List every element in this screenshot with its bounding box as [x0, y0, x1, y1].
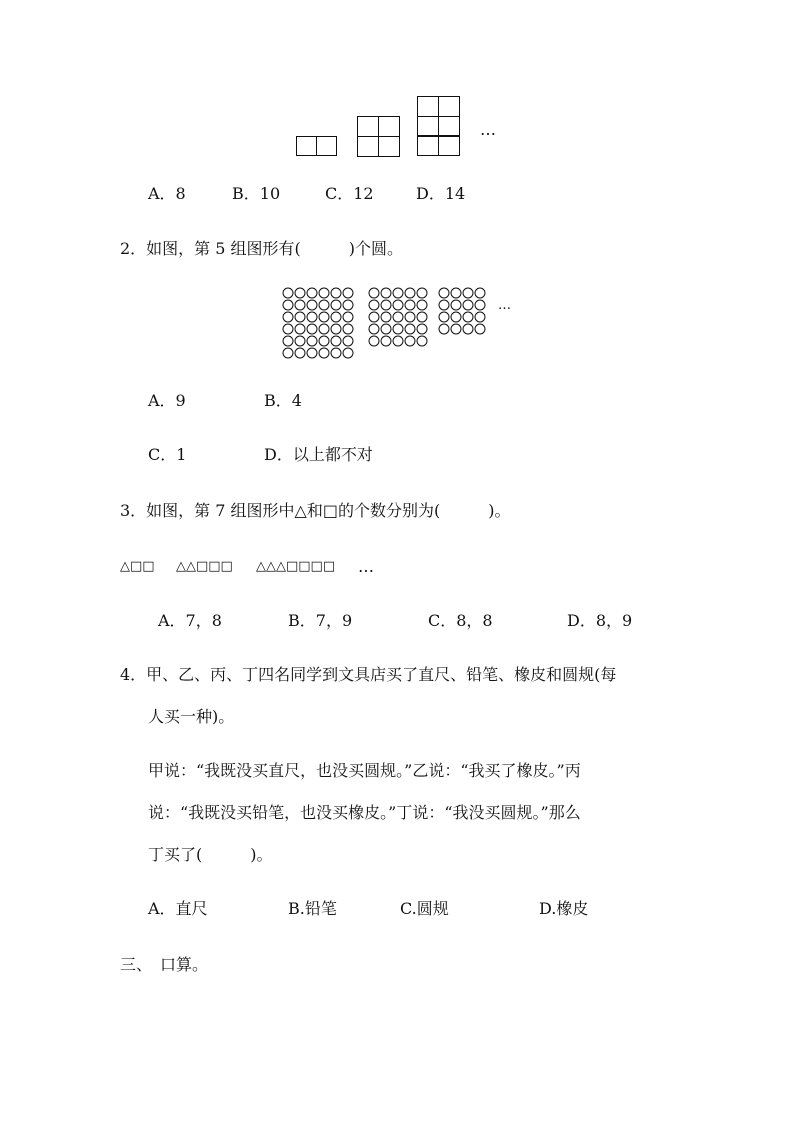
- q2-circle: [343, 336, 353, 346]
- q2-circle: [283, 324, 293, 334]
- q1-square: [417, 135, 439, 156]
- q2-circle: [393, 300, 403, 310]
- q2-circle: [393, 312, 403, 322]
- q2-circle: [475, 300, 485, 310]
- q2-circle: [343, 324, 353, 334]
- q2-circle: [319, 336, 329, 346]
- q2-circle: [295, 300, 305, 310]
- q2-circle: [331, 324, 341, 334]
- q1-option-d: D．14: [416, 184, 466, 203]
- q2-circle: [381, 336, 391, 346]
- q2-circle: [283, 336, 293, 346]
- q2-circle: [439, 312, 449, 322]
- q3-stem: 3．如图，第 7 组图形中△和□的个数分别为( )。: [120, 501, 511, 520]
- q2-circle: [307, 336, 317, 346]
- q2-circle: [381, 312, 391, 322]
- q2-circle: [343, 348, 353, 358]
- q1-ellipsis: …: [480, 120, 497, 139]
- q2-circle: [451, 312, 461, 322]
- q1-option-b: B．10: [232, 184, 281, 203]
- q4-body-line1: 甲说：“我既没买直尺，也没买圆规。”乙说：“我买了橡皮。”丙: [148, 761, 581, 780]
- q2-circle: [319, 324, 329, 334]
- q2-stem: 2．如图，第 5 组图形有( )个圆。: [120, 239, 404, 258]
- q1-square: [378, 116, 400, 137]
- q2-circle: [307, 300, 317, 310]
- q2-circle: [283, 300, 293, 310]
- q1-square: [438, 135, 460, 156]
- q1-square: [357, 116, 379, 137]
- q2-circle: [343, 312, 353, 322]
- q2-circle: [405, 324, 415, 334]
- q2-circle: [331, 348, 341, 358]
- q1-square: [296, 136, 317, 156]
- q2-circle: [405, 300, 415, 310]
- q4-body-line3: 丁买了( )。: [148, 845, 273, 864]
- q2-circle: [343, 288, 353, 298]
- q2-circle: [417, 324, 427, 334]
- q2-circle: [463, 300, 473, 310]
- q4-body-line2: 说：“我既没买铅笔，也没买橡皮。”丁说：“我没买圆规。”那么: [148, 803, 581, 822]
- q3-option-b: B．7，9: [288, 611, 353, 630]
- q1-square: [316, 136, 337, 156]
- q1-square: [417, 96, 439, 117]
- q2-circle: [439, 300, 449, 310]
- q2-circle: [475, 288, 485, 298]
- q3-sequence-3: △△△□□□□: [256, 559, 336, 574]
- q2-circle: [417, 300, 427, 310]
- q1-square: [438, 96, 460, 117]
- q2-circle: [283, 312, 293, 322]
- q2-circle: [295, 348, 305, 358]
- q2-circle: [475, 324, 485, 334]
- q2-circle: [463, 288, 473, 298]
- q4-option-d: D.橡皮: [539, 899, 589, 918]
- q1-option-a: A．8: [148, 184, 186, 203]
- q2-circle: [417, 312, 427, 322]
- q2-circle: [405, 288, 415, 298]
- q2-circle: [475, 312, 485, 322]
- q2-circle: [405, 336, 415, 346]
- q3-sequence-ellipsis: …: [358, 557, 374, 576]
- q2-option-b: B．4: [264, 391, 302, 410]
- q2-option-c: C．1: [148, 445, 187, 464]
- q1-square: [417, 116, 439, 137]
- q2-ellipsis: …: [498, 298, 512, 313]
- q2-circle: [343, 300, 353, 310]
- q2-circle: [331, 336, 341, 346]
- q2-circle: [295, 336, 305, 346]
- q4-option-b: B.铅笔: [288, 899, 337, 918]
- q2-circle: [405, 312, 415, 322]
- q4-stem-line1: 4．甲、乙、丙、丁四名同学到文具店买了直尺、铅笔、橡皮和圆规(每: [120, 665, 617, 684]
- q2-circle: [369, 324, 379, 334]
- q2-circle: [439, 288, 449, 298]
- q2-circle: [283, 348, 293, 358]
- q2-circle: [319, 348, 329, 358]
- q2-circle: [307, 312, 317, 322]
- q3-sequence-2: △△□□□: [176, 559, 233, 574]
- q2-circle: [393, 336, 403, 346]
- q2-option-a: A．9: [148, 391, 186, 410]
- q4-option-c: C.圆规: [400, 899, 449, 918]
- q4-stem-line2: 人买一种)。: [148, 707, 235, 726]
- section-3-heading: 三、 口算。: [120, 955, 209, 974]
- q3-sequence-1: △□□: [120, 559, 155, 574]
- q3-option-a: A．7，8: [158, 611, 222, 630]
- q3-option-d: D．8，9: [567, 611, 633, 630]
- q2-circle: [369, 300, 379, 310]
- q2-circle: [331, 300, 341, 310]
- q2-circle: [381, 324, 391, 334]
- q2-circle: [393, 288, 403, 298]
- q2-circle: [463, 324, 473, 334]
- q2-circle: [369, 336, 379, 346]
- q2-circle: [393, 324, 403, 334]
- q2-circle: [381, 300, 391, 310]
- q2-circle: [451, 300, 461, 310]
- q2-circle: [451, 324, 461, 334]
- q2-circle: [319, 300, 329, 310]
- q2-circle: [319, 288, 329, 298]
- q2-circle: [369, 288, 379, 298]
- q2-circle: [295, 288, 305, 298]
- q2-circle: [295, 324, 305, 334]
- q2-circle: [307, 324, 317, 334]
- q1-square: [357, 136, 379, 157]
- q2-option-d: D．以上都不对: [264, 445, 373, 464]
- q1-square: [378, 136, 400, 157]
- q3-option-c: C．8，8: [428, 611, 493, 630]
- q2-circle: [307, 288, 317, 298]
- q2-circle: [439, 324, 449, 334]
- q2-circle: [369, 312, 379, 322]
- q2-circle: [319, 312, 329, 322]
- q1-square: [438, 116, 460, 137]
- q2-circle: [417, 288, 427, 298]
- q2-circle: [283, 288, 293, 298]
- q2-circle: [417, 336, 427, 346]
- q2-circle: [381, 288, 391, 298]
- q1-option-c: C．12: [325, 184, 374, 203]
- q2-circle-figure: [278, 285, 518, 365]
- q2-circle: [463, 312, 473, 322]
- q2-circle: [295, 312, 305, 322]
- q2-circle: [331, 288, 341, 298]
- q2-circle: [451, 288, 461, 298]
- q2-circle: [307, 348, 317, 358]
- q2-circle: [331, 312, 341, 322]
- q4-option-a: A．直尺: [148, 899, 208, 918]
